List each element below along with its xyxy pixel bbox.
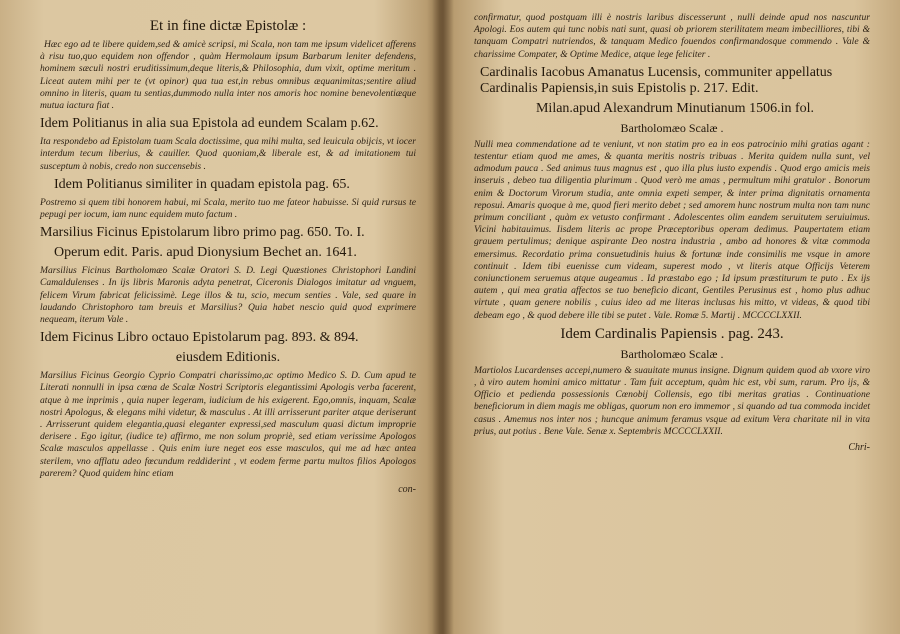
left-paragraph-4: Marsilius Ficinus Bartholomæo Scalæ Oratori S. D. Legi Quæstiones Christophori Landini Camaldulenses . In ijs libris Maronis adyta penetrat, Ciceronis Dialogos imitatur ad vnguem, felicem Virum fabricat felicissimè. Lege illos & tu, scio, mecum senties . Vale, sed quare in laudando Christophoro tam breuis et Marsilius? Quia habet nescio quid quod exprimere nequeam, iterum Vale . — [40, 265, 416, 326]
right-page — [440, 0, 900, 634]
left-catchword: con- — [398, 484, 416, 496]
left-paragraph-2: Ita respondebo ad Epistolam tuam Scala doctissime, qua mihi multa, sed leuicula obijcis, vt iocer interdum tecum liberius, & cauiller. Quod quoniam,& liberale est, & ad imitationem tui susceptum à nobis, credo non succensebis . — [40, 136, 416, 172]
left-heading-4-line-2: Operum edit. Paris. apud Dionysium Bechet an. 1641. — [54, 245, 357, 261]
right-paragraph-0: confirmatur, quod postquam illi è nostris laribus discesserunt , nulli deinde apud nos nascuntur Apologi. Eos autem qui tunc nobis nati sunt, quasi ob priorem sterilitatem meam imbecilliores, tibi & tanquam Compatri nutriendos, & tanquam Medico fouendos confirmandosque commendo . Vale & charissime Compater, & Optime Medice, atque lege feliciter . — [474, 12, 870, 60]
left-heading-2: Idem Politianus in alia sua Epistola ad eundem Scalam p.62. — [40, 116, 379, 132]
right-paragraph-1: Nulli mea commendatione ad te veniunt, vt non statim pro ea in eos patrocinio mihi gratias agant : testentur etiam quod me ames, & quanta meritis nostris tribuas . Merita quidem nulla sunt, vel admodum pauca . Sed animus tuus magnus est , quo illa plus iusto expendis . Quod ergo amicis meis inseruis , debeo tua diligentia plurimum . Quod verò me amas , permultum mihi gratulor . Bonorum enim & Doctorum Virorum studia, ante omnia expeti semper, & inter prima dignitatis ornamenta reposui. Amaris quoque à me, quod fieri merito debet ; sed amorem hunc nostrum multa non tam nunc primum conciliant , quàm ex vetusto confirmant . Adolescentes olim eandem seruitutem seruiuimus. Vicini habitauimus. Iisdem literis ac prope Præceptoribus operam dedimus. Paupertatem etiam grauem pertulimus; denique aspirante Deo nostra industria , ambo ad honores & vitæ commoda emersimus. Recordatio prima consuetudinis huius & fortunæ inde consimilis me vsque in amore continuit . Idem tibi euenisse cum videam, superest modo , vt literis atque Officijs Veterem coniunctionem seruemus atque augeamus . Id præstabo ego ; Id ipsum præstiturum te puto . Ex ijs autem , qui mea gratia affectos se tuo beneficio dicant, Gentiles Perusinus est , homo plus adhuc virtute , quam genere nobilis , cuius ideo ad me literas inclusas his mitto, vt videas, & quod tibi debeam ego , & quod debere ille tibi se putet . Vale. Romæ 5. Martij . MCCCCLXXII. — [474, 138, 870, 321]
left-heading-5-line-1: Idem Ficinus Libro octauo Epistolarum pag. 893. & 894. — [40, 330, 359, 346]
left-heading-top: Et in fine dictæ Epistolæ : — [149, 18, 307, 34]
right-heading-1-line-2: Milan.apud Alexandrum Minutianum 1506.in fol. — [535, 100, 815, 116]
right-salutation-2: Bartholomæo Scalæ . — [620, 346, 724, 361]
left-heading-4-line-1: Marsilius Ficinus Epistolarum libro primo pag. 650. To. I. — [40, 225, 365, 241]
left-paragraph-1 — [40, 39, 416, 112]
right-heading-1-line-1: Cardinalis Iacobus Amanatus Lucensis, communiter appellatus Cardinalis Papiensis,in suis Epistolis p. 217. Edit. — [480, 64, 833, 96]
left-heading-3: Idem Politianus similiter in quadam epistola pag. 65. — [54, 176, 350, 192]
right-paragraph-2: Martiolos Lucardenses accepi,numero & suauitate munus insigne. Dignum quidem quod ab vxore viro , à viro autem homini amico mittatur . Tam fuit acceptum, quàm hic est, vbi sum, rarum. Pro ijs, & Officio et pedienda possessionis Cœnobij Collensis, ego tibi meritas gratias . Continuatione beneficiorum in diem magis me obligas, quorum non ero immemor , si quando ad tua commoda incidet casus . Amemus nos inter nos ; huncque animum feramus vsque ad exitum Vera charitate nil in vita prius, aut potius . Bene Vale. Senæ x. Septembris MCCCCLXXII. — [474, 364, 870, 437]
right-salutation-1: Bartholomæo Scalæ . — [620, 120, 724, 135]
left-heading-5-line-2: eiusdem Editionis. — [175, 350, 281, 366]
right-heading-2: Idem Cardinalis Papiensis . pag. 243. — [560, 325, 784, 342]
right-catchword: Chri- — [848, 442, 870, 454]
left-paragraph-5: Marsilius Ficinus Georgio Cyprio Compatri charissimo,ac optimo Medico S. D. Cum apud te Literati nonnulli in ipsa cœna de Scalæ Nostri Scriptoris elegantissimi Apologis verba facerent, atque à me inprimis , quia nuper legeram, iudicium de his exigerent. Ego,omnis, inquam, Scalæ nostri Apologus, & elegans mihi videtur, & masculus . At illi arrisserunt pariter atque deriserunt . Arrisserunt quidem elegantia,quasi eleganter expressi,sed masculum quasi dictum improprie derisere . Ego igitur, (iudice te) affirmo, me non solum propriè, sed etiam verissime Apologos Scalæ masculos appellasse . Quis enim iure neget eos esse masculos, qui me ad hæc antea sterilem, vno afflatu adeo fœcundum reddiderint , vt eodem ferme partu multos filios Apologos parerem? Quod quidem hinc etiam — [40, 370, 416, 479]
left-page — [0, 0, 440, 634]
left-paragraph-3: Postremo si quem tibi honorem habui, mi Scala, merito tuo me fateor habuisse. Si quid rursus te pepugi per iocum, iam nunc equidem muto factum . — [40, 196, 416, 221]
left-paragraph-1-text: Hæc ego ad te libere quidem,sed & amicè scripsi, mi Scala, non tam me ipsum videlicet afferens à risu tuo,quo equidem non offendor , quàm Hermolaum ipsum Barbarum leniter defendens, hominem sæculi nostri eruditissimum,deque literis,& Philosophia, dum vixit, optime meritum . Liceat autem mihi per te (vt opinor) qua tua est,in rebus omnibus æquanimitas;sentire aliud omnino in literis, quam tu sentias,dummodo nulla inter nos amoris hoc nomine benevolentiæque mutua iactura fiat . — [40, 39, 416, 112]
